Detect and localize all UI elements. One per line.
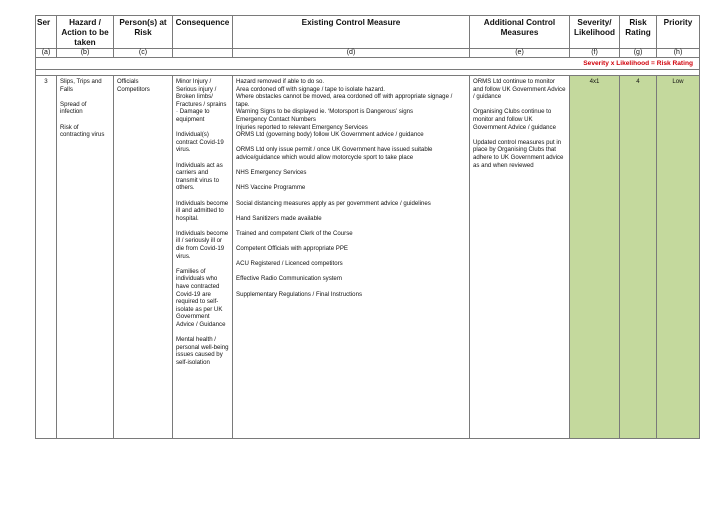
letter-g: (g) — [620, 49, 657, 58]
existing-control-line: Warning Signs to be displayed ie. ‘Motorsport is Dangerous’ signs — [236, 108, 414, 116]
consequence-item: Individuals become ill and admitted to hospital. — [176, 199, 229, 222]
header-ser: Ser — [36, 16, 57, 49]
letter-b: (b) — [57, 49, 114, 58]
rating-cell: 4 — [620, 76, 657, 439]
header-consequence: Consequence — [173, 16, 233, 49]
existing-control-permit: ORMS Ltd only issue permit / once UK Government have issued suitable advice/guidance which would allow motorcycle sport to take place — [236, 146, 433, 161]
header-priority: Priority — [657, 16, 700, 49]
existing-control-line: Where obstacles cannot be moved, area cordoned off with appropriate signage / tape. — [236, 93, 453, 108]
table-row — [36, 76, 700, 439]
person-item: Officials — [117, 78, 139, 85]
letter-d: (d) — [233, 49, 470, 58]
letter-c: (c) — [114, 49, 173, 58]
letter-f: (f) — [570, 49, 620, 58]
existing-control-line: Emergency Contact Numbers — [236, 115, 316, 123]
letter-e: (e) — [470, 49, 570, 58]
formula-row — [36, 58, 700, 70]
risk-assessment-table-wrapper — [35, 15, 699, 439]
additional-control-item: Updated control measures put in place by Organising Clubs that adhere to UK Government advice as and when reviewed — [473, 138, 564, 169]
consequence-item: Mental health / personal well-being issues caused by self-isolation — [176, 336, 229, 366]
consequence-cell — [173, 76, 233, 439]
existing-control-line: Injuries reported to relevant Emergency Services — [236, 123, 368, 131]
hazard-item: Risk of contracting virus — [60, 123, 105, 139]
person-item: Competitors — [117, 85, 150, 93]
header-hazard: Hazard / Action to be taken — [57, 16, 114, 49]
existing-control-item: Competent Officials with appropriate PPE — [236, 245, 348, 253]
header-severity: Severity/ Likelihood — [570, 16, 620, 49]
existing-control-item: NHS Vaccine Programme — [236, 184, 306, 192]
hazard-item: Slips, Trips and Falls — [60, 78, 102, 93]
existing-control-item: ACU Registered / Licenced competitors — [236, 260, 343, 268]
existing-control-item: Social distancing measures apply as per government advice / guidelines — [236, 199, 431, 207]
hazard-item: Spread of infection — [60, 100, 87, 116]
consequence-item: Minor Injury / Serious injury / Broken limbs/ Fractures / sprains · Damage to equipment — [176, 78, 227, 123]
consequence-item: Individual(s) contract Covid-19 virus. — [176, 131, 224, 154]
header-row — [36, 16, 700, 49]
consequence-item: Individuals become ill / seriously ill or die from Covid-19 virus. — [176, 229, 229, 260]
additional-control-cell — [470, 76, 570, 439]
existing-control-block — [236, 78, 466, 139]
additional-control-item: Organising Clubs continue to monitor and follow UK Government Advice / guidance — [473, 108, 556, 131]
existing-control-line: ORMS Ltd (governing body) follow UK Government advice / guidance — [236, 131, 424, 139]
header-persons: Person(s) at Risk — [114, 16, 173, 49]
header-additional: Additional Control Measures — [470, 16, 570, 49]
existing-control-item: Hand Sanitizers made available — [236, 214, 322, 222]
existing-control-item: NHS Emergency Services — [236, 169, 307, 177]
letter-a: (a) — [36, 49, 57, 58]
existing-control-cell — [233, 76, 470, 439]
existing-control-item: Effective Radio Communication system — [236, 275, 342, 283]
row-ser: 3 — [36, 76, 57, 439]
risk-formula: Severity x Likelihood = Risk Rating — [570, 58, 700, 70]
existing-control-item: Supplementary Regulations / Final Instructions — [236, 290, 363, 298]
header-existing: Existing Control Measure — [233, 16, 470, 49]
letter-blank — [173, 49, 233, 58]
persons-cell — [114, 76, 173, 439]
existing-control-item: Trained and competent Clerk of the Course — [236, 229, 353, 237]
severity-cell: 4x1 — [570, 76, 620, 439]
risk-assessment-table — [35, 15, 700, 439]
consequence-item: Individuals act as carriers and transmit virus to others. — [176, 161, 223, 192]
priority-cell: Low — [657, 76, 700, 439]
header-rating: Risk Rating — [620, 16, 657, 49]
letter-h: (h) — [657, 49, 700, 58]
column-letter-row — [36, 49, 700, 58]
additional-control-item: ORMS Ltd continue to monitor and follow UK Government Advice / guidance — [473, 78, 566, 101]
existing-control-line: Hazard removed if able to do so. — [236, 78, 325, 85]
hazard-cell — [57, 76, 114, 439]
consequence-item: Families of individuals who have contracted Covid-19 are required to self-isolate as per UK Government Advice / Guidance — [176, 267, 226, 328]
existing-control-line: Area cordoned off with signage / tape to isolate hazard. — [236, 85, 385, 93]
